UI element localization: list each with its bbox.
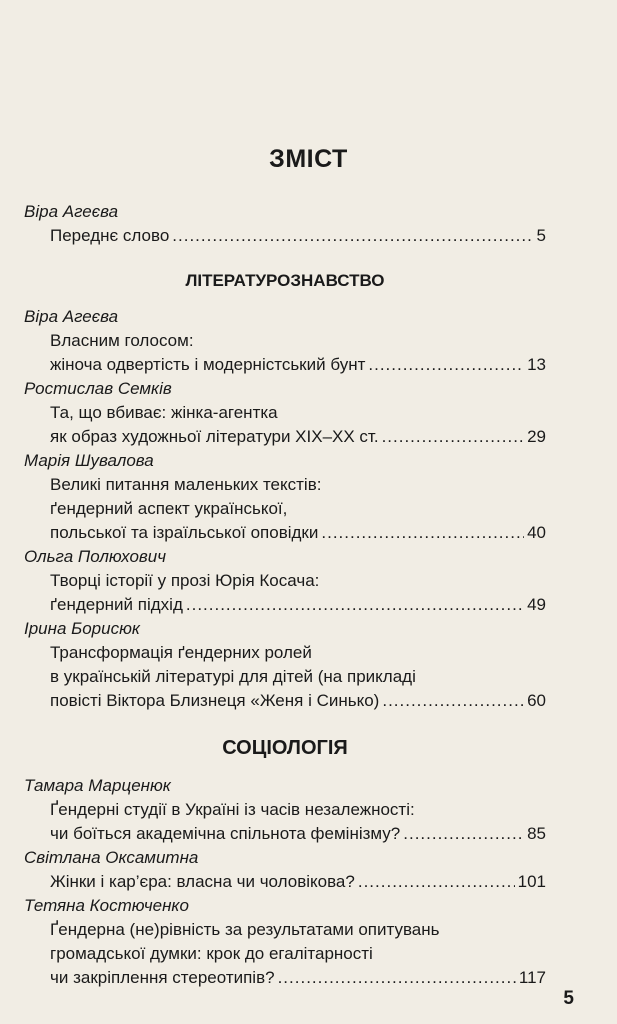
entry-title-line [50, 224, 546, 248]
entry-page-number: 117 [518, 968, 546, 987]
page-number: 5 [563, 988, 574, 1009]
section-heading-literary-studies: ЛІТЕРАТУРОЗНАВСТВО [185, 271, 385, 290]
entry-title-text: повісті Віктора Близнеця «Женя і Синько) [50, 691, 380, 710]
entry-author: Ірина Борисюк [24, 619, 140, 638]
entry-author: Ольга Полюхович [24, 547, 167, 566]
entry-title-text: чи боїться академічна спільнота фемінізму? [50, 824, 401, 843]
entry-title-line [50, 822, 546, 846]
dot-leader [368, 353, 524, 377]
toc-entry-intro [24, 200, 546, 248]
table-of-contents [24, 200, 546, 990]
entry-title-text: як образ художньої літератури XIX–XX ст. [50, 427, 379, 446]
dot-leader [321, 521, 524, 545]
entry-title-line: Ґендерна (не)рівність за результатами опитувань [50, 920, 440, 939]
entry-title-line: Та, що вбиває: жінка-агентка [50, 403, 278, 422]
entry-page-number: 49 [527, 595, 546, 614]
entry-title-line [50, 870, 546, 894]
entry-title-line: Трансформація ґендерних ролей [50, 643, 312, 662]
entry-title-text: чи закріплення стереотипів? [50, 968, 275, 987]
entry-title-line: в українській літературі для дітей (на прикладі [50, 667, 416, 686]
toc-entry [24, 774, 546, 846]
entry-page-number: 85 [527, 824, 546, 843]
entry-page-number: 101 [517, 872, 546, 891]
dot-leader [403, 822, 524, 846]
entry-page-number: 29 [527, 427, 546, 446]
entry-title-text: жіноча одвертість і модерністський бунт [50, 355, 366, 374]
entry-title-line [50, 521, 546, 545]
dot-leader [358, 870, 515, 894]
entry-page-number: 60 [527, 691, 546, 710]
entry-title-text: Переднє слово [50, 226, 170, 245]
toc-entry [24, 545, 546, 617]
entry-title-line: громадської думки: крок до егалітарності [50, 944, 373, 963]
page-title: ЗМІСТ [269, 145, 348, 173]
section-heading-sociology: СОЦІОЛОГІЯ [222, 737, 348, 759]
entry-page-number: 5 [536, 226, 546, 245]
entry-author: Віра Агеєва [24, 307, 119, 326]
toc-entry [24, 846, 546, 894]
entry-author: Марія Шувалова [24, 451, 154, 470]
entry-author: Тамара Марценюк [24, 776, 171, 795]
entry-title-text: польської та ізраїльської оповідки [50, 523, 319, 542]
entry-title-line: Великі питання маленьких текстів: [50, 475, 322, 494]
entry-page-number: 40 [527, 523, 546, 542]
toc-entry [24, 894, 546, 990]
entry-author: Віра Агеєва [24, 202, 119, 221]
toc-entry [24, 449, 546, 545]
dot-leader [382, 425, 525, 449]
entry-title-line [50, 966, 546, 990]
entry-title-line [50, 353, 546, 377]
dot-leader [172, 224, 533, 248]
toc-entry [24, 305, 546, 377]
entry-title-line [50, 425, 546, 449]
entry-title-line [50, 689, 546, 713]
entry-title-line: Творці історії у прозі Юрія Косача: [50, 571, 320, 590]
entry-title-line [50, 593, 546, 617]
dot-leader [382, 689, 524, 713]
entry-title-text: Жінки і кар’єра: власна чи чоловікова? [50, 872, 355, 891]
entry-author: Тетяна Костюченко [24, 896, 189, 915]
dot-leader [278, 966, 516, 990]
entry-page-number: 13 [527, 355, 546, 374]
entry-title-line: Власним голосом: [50, 331, 194, 350]
entry-author: Світлана Оксамитна [24, 848, 199, 867]
entry-title-line: Ґендерні студії в Україні із часів незалежності: [50, 800, 415, 819]
entry-title-line: ґендерний аспект української, [50, 499, 288, 518]
toc-entry [24, 617, 546, 713]
toc-entry [24, 377, 546, 449]
dot-leader [186, 593, 524, 617]
entry-title-text: ґендерний підхід [50, 595, 183, 614]
entry-author: Ростислав Семків [24, 379, 172, 398]
